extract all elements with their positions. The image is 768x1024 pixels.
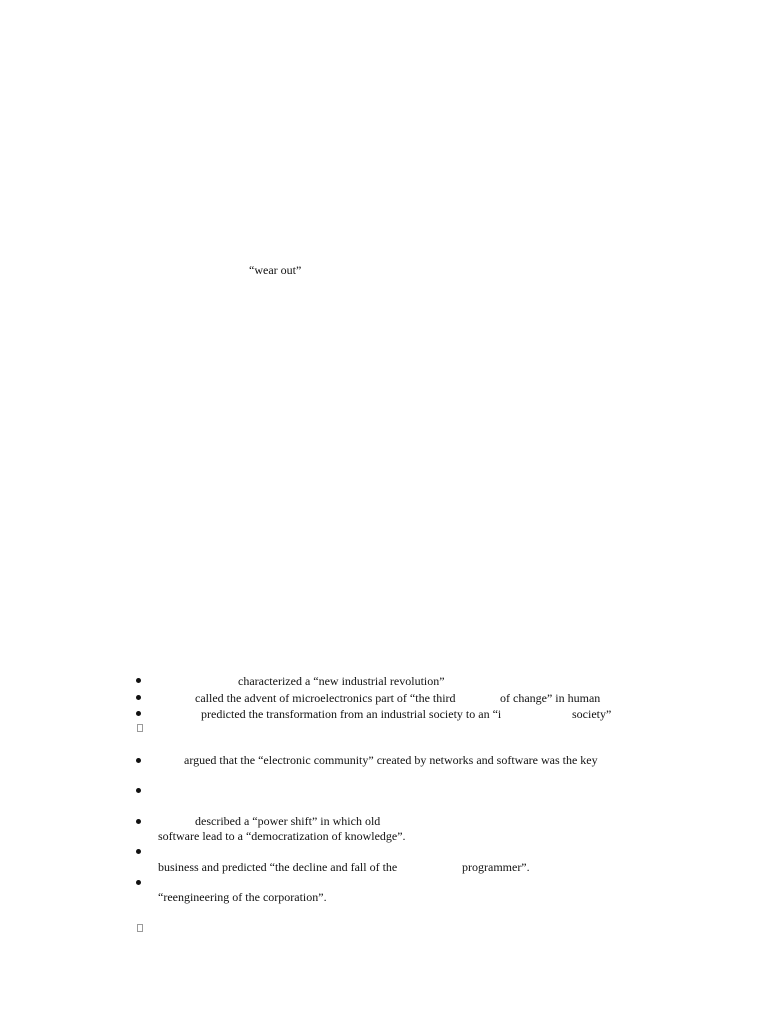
list-item-3-text-continued: society” [572, 707, 612, 721]
bullet-icon [136, 678, 141, 683]
list-item-3-text: predicted the transformation from an industrial society to an “i [201, 707, 502, 721]
missing-glyph-icon [137, 724, 143, 732]
bullet-icon [136, 788, 141, 793]
wear-out-text: “wear out” [249, 263, 302, 277]
bullet-icon [136, 758, 141, 763]
bullet-icon [136, 695, 141, 700]
missing-glyph-icon [137, 924, 143, 932]
list-item-8-text-line-2: “reengineering of the corporation”. [158, 890, 327, 904]
list-item-4-text: argued that the “electronic community” created by networks and software was the key [184, 753, 598, 767]
list-item-6-text: described a “power shift” in which old [195, 814, 381, 828]
bullet-icon [136, 849, 141, 854]
list-item-6-text-line-2: software lead to a “democratization of knowledge”. [158, 829, 406, 843]
list-item-2-text-continued: of change” in human [500, 691, 601, 705]
bullet-icon [136, 819, 141, 824]
list-item-7-text-line-2: business and predicted “the decline and fall of the [158, 860, 398, 874]
bullet-icon [136, 880, 141, 885]
list-item-1-text: characterized a “new industrial revolution” [238, 674, 445, 688]
list-item-7-text-line-2-continued: programmer”. [462, 860, 530, 874]
bullet-icon [136, 711, 141, 716]
list-item-2-text: called the advent of microelectronics part of “the third [195, 691, 456, 705]
